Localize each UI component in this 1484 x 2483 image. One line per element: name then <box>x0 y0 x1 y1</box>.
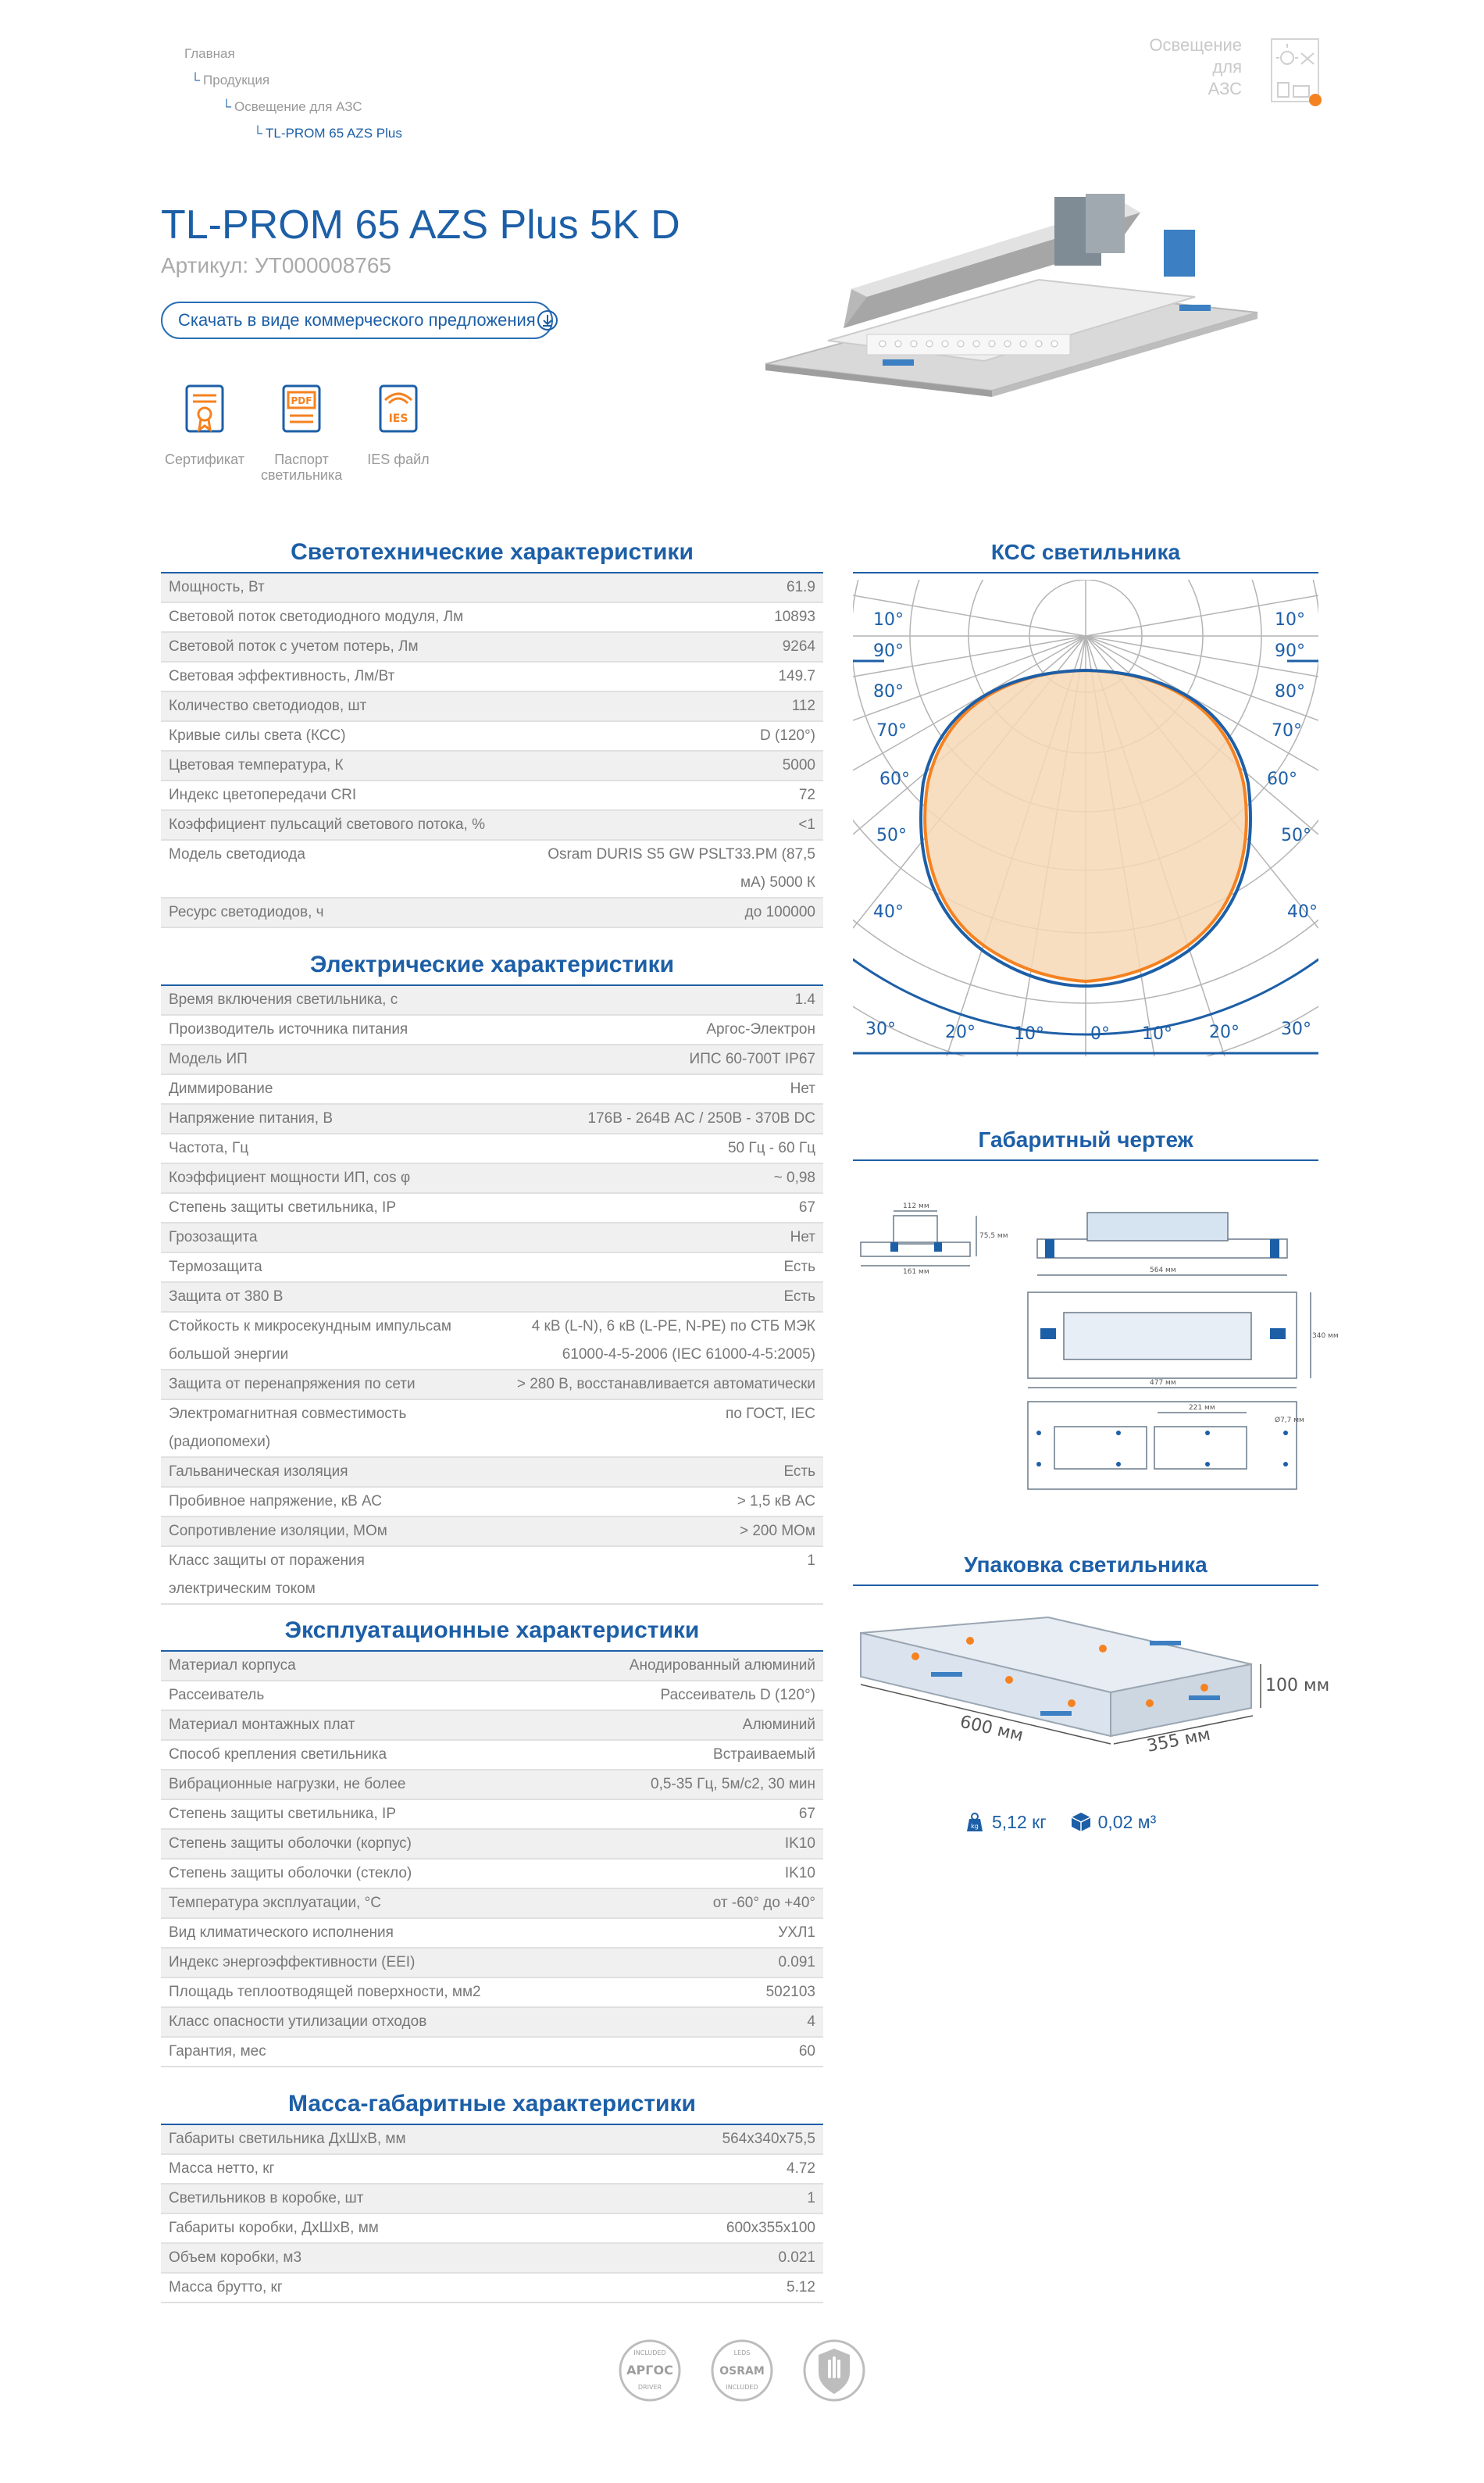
box-width-label: 355 мм <box>1145 1724 1212 1756</box>
angle-label-left-3: 70° <box>876 721 907 741</box>
table-row: Частота, Гц 50 Гц - 60 Гц <box>161 1134 823 1164</box>
ksc-polar-diagram <box>853 580 1318 1056</box>
packaging-title: Упаковка светильника <box>853 1550 1318 1586</box>
table-row: Материал монтажных плат Алюминий <box>161 1711 823 1741</box>
svg-text:kg: kg <box>971 1823 979 1830</box>
angle-label-left-2: 80° <box>873 682 904 702</box>
angle-label-right-5: 50° <box>1281 826 1311 845</box>
svg-text:LEDS: LEDS <box>733 2349 751 2356</box>
table-row: Напряжение питания, В 176В - 264В AC / 250В - 370В DC <box>161 1105 823 1134</box>
table-row: Габариты светильника ДхШхВ, мм 564x340x75,5 <box>161 2125 823 2155</box>
breadcrumb-current[interactable]: └ TL-PROM 65 AZS Plus <box>253 126 402 141</box>
svg-text:INCLUDED: INCLUDED <box>633 2349 666 2356</box>
table-row: Степень защиты оболочки (корпус) IK10 <box>161 1830 823 1860</box>
table-row: Материал корпуса Анодированный алюминий <box>161 1652 823 1681</box>
angle-label-right-2: 80° <box>1275 682 1305 702</box>
dim-label-5: 221 мм <box>1189 1404 1215 1412</box>
angle-label-left-1: 90° <box>873 641 904 661</box>
table-row: Способ крепления светильника Встраиваемый <box>161 1741 823 1770</box>
table-row: Кривые силы света (КСС) D (120°) <box>161 722 823 752</box>
breadcrumb-home[interactable]: Главная <box>184 46 235 61</box>
table-row: Защита от 380 В Есть <box>161 1283 823 1313</box>
breadcrumb-products[interactable]: └ Продукция <box>191 73 270 88</box>
table-row: Вибрационные нагрузки, не более 0,5-35 Гц, 5м/с2, 30 мин <box>161 1770 823 1800</box>
table-row: Производитель источника питания Аргос-Электрон <box>161 1016 823 1045</box>
download-offer-button[interactable] <box>161 302 553 339</box>
category-badge[interactable] <box>1149 34 1320 113</box>
ksc-title: КСС светильника <box>853 538 1318 573</box>
table-row: Степень защиты светильника, IP 67 <box>161 1194 823 1224</box>
bottom-label-4: 10° <box>1142 1024 1172 1044</box>
table-row: Цветовая температура, К 5000 <box>161 752 823 781</box>
product-title: TL-PROM 65 AZS Plus 5K D <box>161 202 680 248</box>
table-row: Защита от перенапряжения по сети > 280 В, восстанавливается автоматически <box>161 1370 823 1400</box>
branch-icon: └ <box>222 99 232 114</box>
category-label: Освещение для АЗС <box>1149 35 1242 98</box>
angle-label-right-3: 70° <box>1272 721 1302 741</box>
breadcrumb <box>184 41 402 147</box>
angle-label-right-0: 10° <box>1275 610 1305 630</box>
download-icon <box>536 309 559 332</box>
box-height-label: 100 мм <box>1265 1676 1330 1695</box>
operational-table <box>161 1652 823 2067</box>
doc-ies[interactable]: IES IES файл <box>358 383 439 483</box>
ies-icon <box>376 383 421 438</box>
cube-icon <box>1070 1811 1092 1833</box>
dim-label-0: 112 мм <box>903 1202 929 1210</box>
table-row: Класс опасности утилизации отходов 4 <box>161 2008 823 2038</box>
angle-label-left-4: 60° <box>879 770 910 789</box>
table-row: Грозозащита Нет <box>161 1224 823 1253</box>
table-row: Модель ИП ИПС 60-700Т IP67 <box>161 1045 823 1075</box>
doc-certificate[interactable]: Сертификат <box>164 383 245 483</box>
lighting-title: Светотехнические характеристики <box>161 538 823 573</box>
drawing-title: Габаритный чертеж <box>853 1125 1318 1161</box>
operational-section <box>161 1616 823 2067</box>
svg-text:IES: IES <box>388 413 408 425</box>
table-row: Сопротивление изоляции, МОм > 200 МОм <box>161 1517 823 1547</box>
dimension-drawing <box>853 1175 1339 1503</box>
dimensions-title: Масса-габаритные характеристики <box>161 2089 823 2125</box>
table-row: Масса нетто, кг 4.72 <box>161 2155 823 2185</box>
bottom-label-0: 30° <box>865 1020 896 1039</box>
bottom-label-3: 0° <box>1090 1024 1110 1044</box>
electrical-section <box>161 950 823 1605</box>
gas-station-lighting-icon <box>1270 38 1320 108</box>
table-row: Термозащита Есть <box>161 1253 823 1283</box>
dim-label-7: Ø7,7 мм <box>1275 1417 1304 1424</box>
table-row: Гарантия, мес 60 <box>161 2038 823 2067</box>
table-row: Объем коробки, м3 0.021 <box>161 2244 823 2274</box>
angle-label-right-6: 40° <box>1287 902 1318 922</box>
svg-text:INCLUDED: INCLUDED <box>726 2384 758 2391</box>
table-row: Масса брутто, кг 5.12 <box>161 2274 823 2303</box>
table-row: Диммирование Нет <box>161 1075 823 1105</box>
download-offer-label: Скачать в виде коммерческого предложения <box>178 310 536 330</box>
table-row: Габариты коробки, ДхШхВ, мм 600x355x100 <box>161 2214 823 2244</box>
table-row: Световая эффективность, Лм/Вт 149.7 <box>161 663 823 692</box>
packaging-stats <box>964 1811 1156 1833</box>
packaging-section <box>853 1550 1330 1805</box>
angle-label-right-1: 90° <box>1275 641 1305 661</box>
volume-stat: 0,02 м³ <box>1070 1811 1157 1833</box>
dim-label-2: 161 мм <box>903 1268 929 1276</box>
packaging-box-illustration <box>853 1609 1330 1805</box>
svg-text:PDF: PDF <box>291 395 312 406</box>
electrical-table <box>161 986 823 1605</box>
table-row: Температура эксплуатации, °С от -60° до +40° <box>161 1889 823 1919</box>
angle-label-left-0: 10° <box>873 610 904 630</box>
table-row: Класс защиты от поражения электрическим током 1 <box>161 1547 823 1605</box>
bottom-label-2: 10° <box>1014 1024 1044 1044</box>
table-row: Пробивное напряжение, кВ АС > 1,5 кВ АС <box>161 1488 823 1517</box>
dim-label-4: 340 мм <box>1312 1332 1339 1340</box>
shield-hand-icon <box>801 2338 867 2403</box>
table-row: Мощность, Вт 61.9 <box>161 573 823 603</box>
table-row: Световой поток с учетом потерь, Лм 9264 <box>161 633 823 663</box>
svg-text:АРГОС: АРГОС <box>626 2363 673 2378</box>
dim-label-3: 564 мм <box>1150 1267 1176 1274</box>
table-row: Стойкость к микросекундным импульсам большой энергии 4 кВ (L-N), 6 кВ (L-PE, N-PE) по СТБ МЭК 61000-4-5-2006 (IEC 61000-4-5:2005) <box>161 1313 823 1370</box>
weight-stat: kg 5,12 кг <box>964 1811 1047 1833</box>
table-row: Степень защиты светильника, IP 67 <box>161 1800 823 1830</box>
table-row: Световой поток светодиодного модуля, Лм 10893 <box>161 603 823 633</box>
svg-text:OSRAM: OSRAM <box>719 2365 765 2378</box>
dimensions-table <box>161 2125 823 2303</box>
branch-icon: └ <box>191 73 201 88</box>
table-row: Ресурс светодиодов, ч до 100000 <box>161 899 823 928</box>
pdf-icon <box>279 383 324 438</box>
ksc-section <box>853 538 1318 1056</box>
product-sku: Артикул: УТ000008765 <box>161 253 391 277</box>
table-row: Коэффициент мощности ИП, cos φ ~ 0,98 <box>161 1164 823 1194</box>
dim-label-6: 477 мм <box>1150 1379 1176 1387</box>
table-row: Гальваническая изоляция Есть <box>161 1458 823 1488</box>
dimensions-section <box>161 2089 823 2303</box>
electrical-title: Электрические характеристики <box>161 950 823 986</box>
table-row: Рассеиватель Рассеиватель D (120°) <box>161 1681 823 1711</box>
table-row: Количество светодиодов, шт 112 <box>161 692 823 722</box>
weight-icon <box>964 1811 986 1833</box>
box-length-label: 600 мм <box>958 1712 1026 1746</box>
table-row: Индекс энергоэффективности (EEI) 0.091 <box>161 1949 823 1978</box>
documents-list <box>164 383 439 483</box>
drawing-section <box>853 1125 1339 1503</box>
angle-label-right-4: 60° <box>1267 770 1297 789</box>
table-row: Светильников в коробке, шт 1 <box>161 2185 823 2214</box>
table-row: Время включения светильника, с 1.4 <box>161 986 823 1016</box>
table-row: Вид климатического исполнения УХЛ1 <box>161 1919 823 1949</box>
osram-badge-icon <box>709 2338 775 2403</box>
product-image <box>758 180 1320 406</box>
bottom-label-5: 20° <box>1209 1023 1240 1042</box>
feature-badges <box>617 2338 867 2403</box>
operational-title: Эксплуатационные характеристики <box>161 1616 823 1652</box>
lighting-table <box>161 573 823 928</box>
doc-passport[interactable]: PDF Паспорт светильника <box>261 383 342 483</box>
bottom-label-1: 20° <box>945 1023 976 1042</box>
angle-label-left-6: 40° <box>873 902 904 922</box>
branch-icon: └ <box>253 126 263 141</box>
table-row: Модель светодиода Osram DURIS S5 GW PSLT33.PM (87,5 мА) 5000 К <box>161 841 823 899</box>
bottom-label-6: 30° <box>1281 1020 1311 1039</box>
lighting-section <box>161 538 823 928</box>
angle-label-left-5: 50° <box>876 826 907 845</box>
table-row: Электромагнитная совместимость (радиопомехи) по ГОСТ, IEC <box>161 1400 823 1458</box>
table-row: Степень защиты оболочки (стекло) IK10 <box>161 1860 823 1889</box>
table-row: Коэффициент пульсаций светового потока, % <1 <box>161 811 823 841</box>
dim-label-1: 75,5 мм <box>979 1232 1008 1240</box>
breadcrumb-gas-station[interactable]: └ Освещение для АЗС <box>222 99 362 114</box>
argos-badge-icon <box>617 2338 683 2403</box>
certificate-icon <box>182 383 227 438</box>
table-row: Площадь теплоотводящей поверхности, мм2 502103 <box>161 1978 823 2008</box>
table-row: Индекс цветопередачи CRI 72 <box>161 781 823 811</box>
svg-text:DRIVER: DRIVER <box>637 2384 662 2391</box>
